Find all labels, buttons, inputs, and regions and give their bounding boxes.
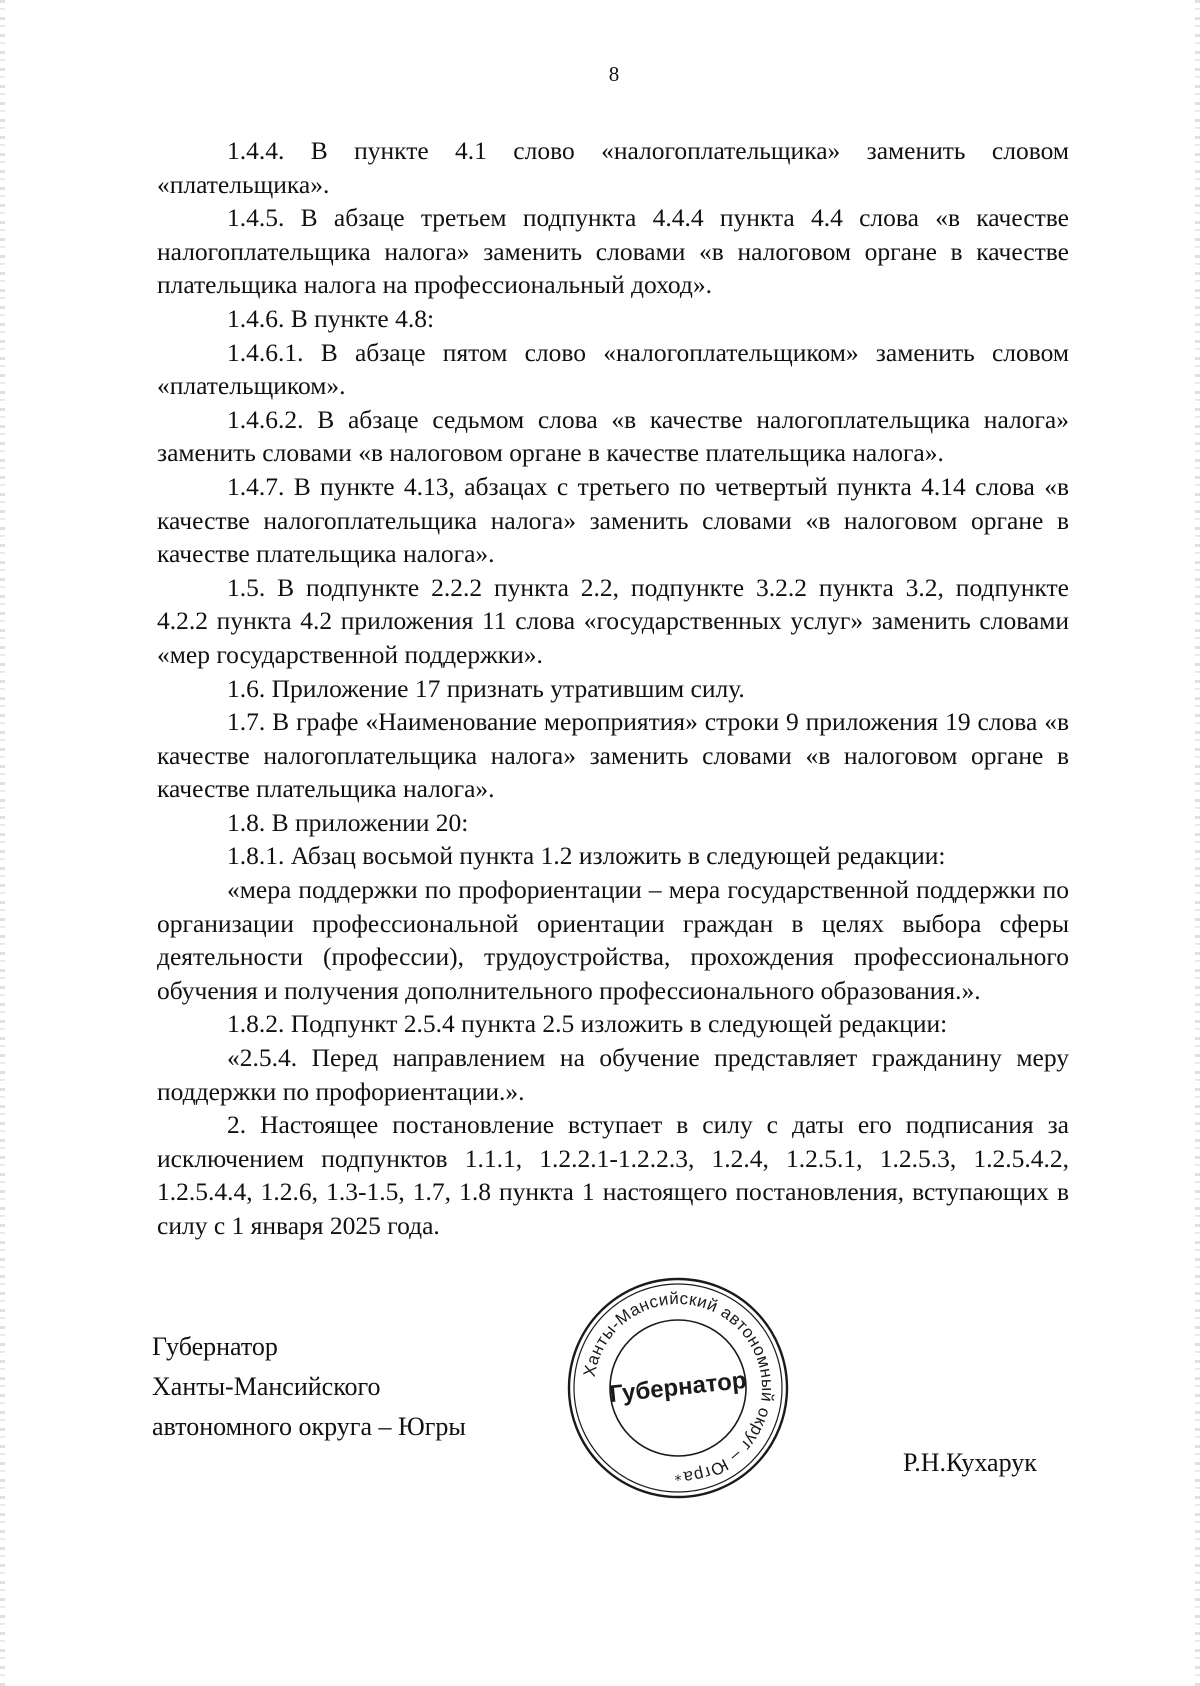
seal-ring-text [580,1289,777,1487]
signatory-name: Р.Н.Кухарук [903,1448,1037,1477]
paragraph-1-8-1: 1.8.1. Абзац восьмой пункта 1.2 изложить в следующей редакции: [227,841,946,871]
scan-edge-right [1195,0,1200,1686]
quote-1-8-2: «2.5.4. Перед направлением на обучение представляет гражданину меру поддержки по профориентации.». [157,1043,1069,1106]
paragraph-1-4-5: 1.4.5. В абзаце третьем подпункта 4.4.4 пункта 4.4 слова «в качестве налогоплательщика налога» заменить словами «в налоговом органе в качестве плательщика налога на профессиональный доход». [157,203,1069,300]
paragraph-2: 2. Настоящее постановление вступает в силу с даты его подписания за исключением подпунктов 1.1.1, 1.2.2.1-1.2.2.3, 1.2.4, 1.2.5.1, 1.2.5.3, 1.2.5.4.2, 1.2.5.4.4, 1.2.6, 1.3-1.5, 1.7, 1.8 пункта 1 настоящего постановления, вступающих в силу с 1 января 2025 года. [157,1110,1069,1240]
seal-outer-ring-inner [574,1284,782,1492]
quote-1-8-1: «мера поддержки по профориентации – мера государственной поддержки по организации профессиональной ориентации граждан в целях выбора сферы деятельности (профессии), трудоустройства, прохождения профессионального обучения и получения дополнительного профессионального образования.». [157,875,1069,1005]
paragraph-1-8: 1.8. В приложении 20: [227,807,469,837]
signatory-title [152,1327,466,1447]
seal-ring-textpath: Ханты-Мансийский автономный округ – Югра [579,1288,778,1487]
signatory-title-line-1: Губернатор [152,1332,278,1361]
paragraph-1-5: 1.5. В подпункте 2.2.2 пункта 2.2, подпункте 3.2.2 пункта 3.2, подпункте 4.2.2 пункта 4.2 приложения 11 слова «государственных услуг» заменить словами «мер государственной поддержки». [157,572,1069,669]
paragraph-1-4-4: 1.4.4. В пункте 4.1 слово «налогоплательщика» заменить словом «плательщика». [157,136,1069,199]
page-number: 8 [608,62,620,86]
seal-inner-ring [610,1320,746,1456]
paragraph-1-7: 1.7. В графе «Наименование мероприятия» строки 9 приложения 19 слова «в качестве налогоплательщика налога» заменить словами «в налоговом органе в качестве плательщика налога». [157,707,1069,804]
paragraph-1-8-2: 1.8.2. Подпункт 2.5.4 пункта 2.5 изложить в следующей редакции: [227,1009,948,1039]
document-body [157,134,1069,1243]
paragraph-1-4-7: 1.4.7. В пункте 4.13, абзацах с третьего по четвертый пункта 4.14 слова «в качестве налогоплательщика налога» заменить словами «в налоговом органе в качестве плательщика налога». [157,471,1069,569]
signatory-title-line-3: автономного округа – Югры [152,1412,466,1441]
seal-outer-ring [569,1279,787,1497]
official-seal [565,1275,791,1501]
scan-edge-left [0,0,5,1686]
paragraph-1-4-6-1: 1.4.6.1. В абзаце пятом слово «налогоплательщиком» заменить словом «плательщиком». [157,337,1069,401]
seal-center-text: Губернатор [608,1366,748,1409]
paragraph-1-6: 1.6. Приложение 17 признать утратившим силу. [227,673,745,703]
paragraph-1-4-6: 1.4.6. В пункте 4.8: [227,303,435,333]
signatory-title-line-2: Ханты-Мансийского [152,1372,381,1401]
seal-star: * [674,1473,682,1489]
paragraph-1-4-6-2: 1.4.6.2. В абзаце седьмом слова «в качестве налогоплательщика налога» заменить словами «в налоговом органе в качестве плательщика налога». [157,404,1069,468]
